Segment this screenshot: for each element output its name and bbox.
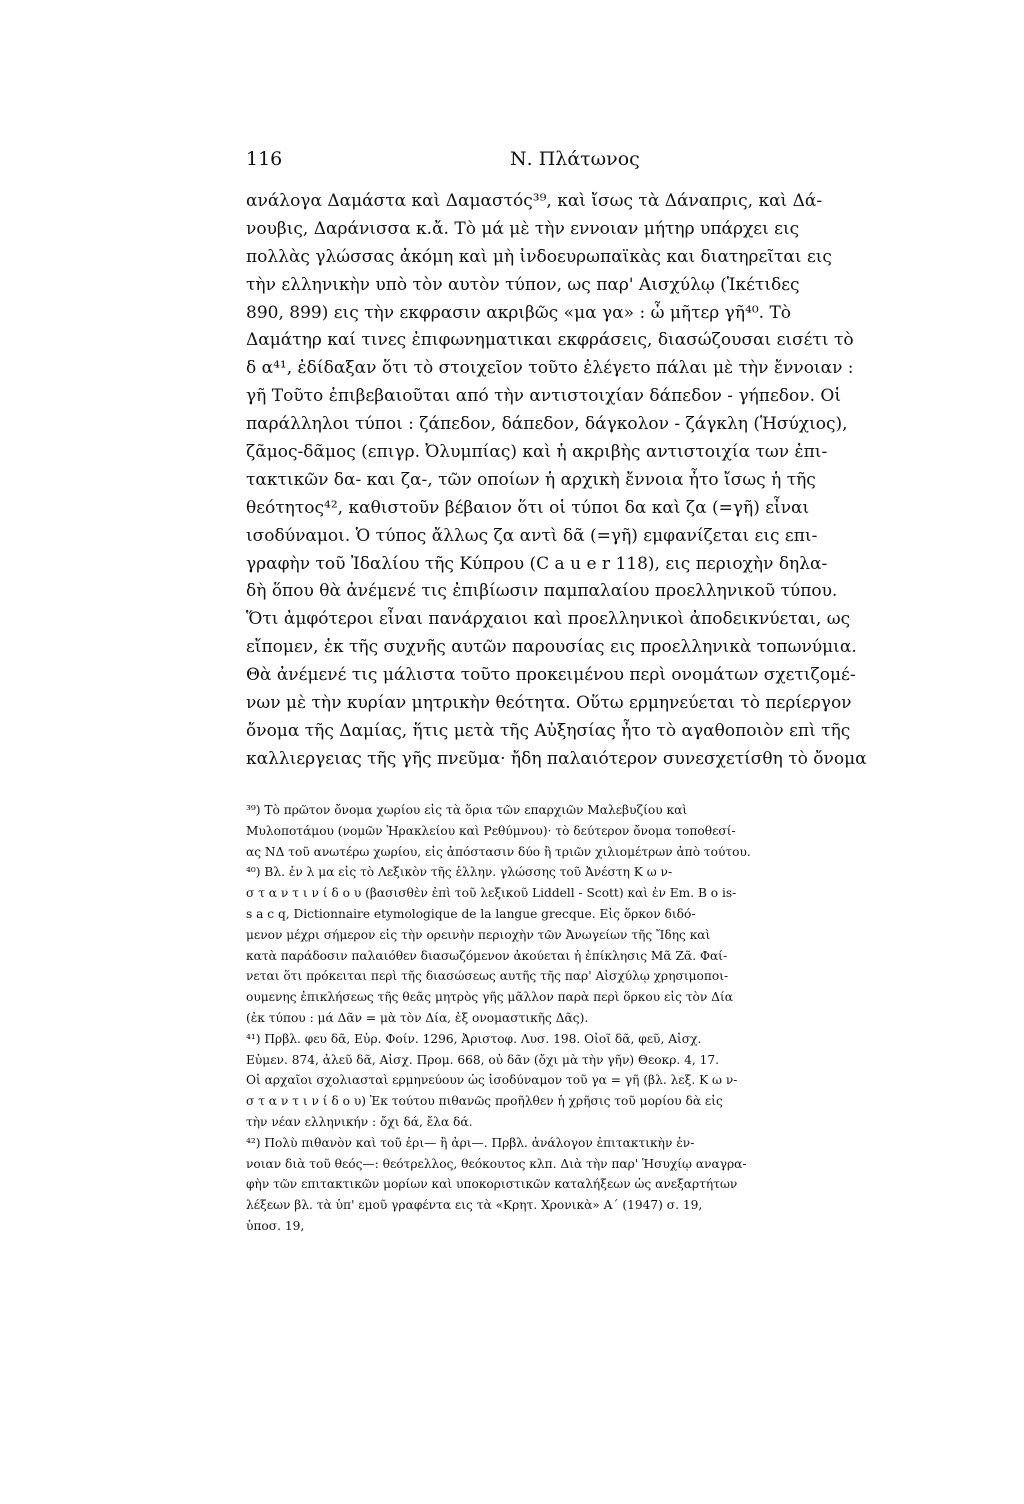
footnote-line: νοιαν διὰ τοῦ θεός—: θεότρελλος, θεόκουτος κλπ. Διὰ τὴν παρ' Ἡσυχίῳ αναγρα- — [246, 1156, 747, 1171]
footnote-line: ³⁹) Τὸ πρῶτον ὄνομα χωρίου εἰς τὰ ὅρια τῶν επαρχιῶν Μαλεβυζίου καὶ — [246, 803, 688, 817]
body-line: Θὰ ἀνέμενέ τις μάλιστα τοῦτο προκειμένου περὶ ονομάτων σχετιζομέ- — [246, 665, 856, 686]
footnote-line: ⁴²) Πολὺ πιθανὸν καὶ τοῦ ἐρι— ἢ ἀρι—. Πρβλ. ἀνάλογον ἐπιτακτικὴν ἐν- — [246, 1135, 695, 1150]
footnote-line: ⁴⁰) Βλ. ἐν λ μα εἰς τὸ Λεξικὸν τῆς ἑλλην. γλώσσης τοῦ Ἀνέστη Κ ω ν- — [246, 865, 673, 880]
body-line: ζᾶμος-δᾶμος (επιγρ. Ὀλυμπίας) καὶ ἡ ακριβὴς αντιστοιχία των ἐπι- — [246, 442, 828, 463]
body-line: τακτικῶν δα- και ζα-, τῶν οποίων ἡ αρχικὴ ἔννοια ἦτο ἴσως ἡ τῆς — [246, 469, 816, 490]
footnote-line: ὑποσ. 19, — [246, 1218, 305, 1233]
body-line: Ὅτι ἀμφότεροι εἶναι πανάρχαιοι καὶ προελληνικοὶ ἀποδεικνύεται, ως — [246, 609, 851, 630]
footnote-line: σ τ α ν τ ι ν ί δ ο υ) Ἐκ τούτου πιθανῶς προῆλθεν ἡ χρῆσις τοῦ μορίου δὰ εἰς — [246, 1094, 723, 1109]
body-line: εἴπομεν, ἐκ τῆς συχνῆς αυτῶν παρουσίας εις προελληνικὰ τοπωνύμια. — [246, 637, 857, 658]
footnotes — [246, 800, 776, 1237]
footnote-line: (ἐκ τύπου : μά Δᾶν = μὰ τὸν Δία, ἐξ ονομαστικῆς Δᾶς). — [246, 1010, 589, 1025]
page-header — [246, 146, 776, 172]
main-text — [246, 188, 867, 774]
body-line: γῆ Τοῦτο ἐπιβεβαιοῦται από τὴν αντιστοιχίαν δάπεδον - γήπεδον. Οἱ — [246, 386, 841, 407]
body-line: τὴν ελληνικὴν υπὸ τὸν αυτὸν τύπον, ως παρ' Αισχύλῳ (Ἱκέτιδες — [246, 274, 800, 295]
body-line: καλλιεργειας τῆς γῆς πνεῦμα· ἤδη παλαιότερον συνεσχετίσθη τὸ ὄνομα — [246, 748, 867, 769]
body-line: πολλὰς γλώσσας ἀκόμη καὶ μὴ ἰνδοευρωπαϊκὰς και διατηρεῖται εις — [246, 246, 832, 267]
body-line: ανάλογα Δαμάστα καὶ Δαμαστός³⁹, καὶ ἴσως τὰ Δάναπρις, καὶ Δά- — [246, 191, 823, 211]
footnote-line: ας ΝΔ τοῦ ανωτέρω χωρίου, εἰς ἀπόστασιν δύο ἢ τριῶν χιλιομέτρων ἀπὸ τούτου. — [246, 844, 751, 859]
body-line: γραφὴν τοῦ Ἰδαλίου τῆς Κύπρου (C a u e r 118), εις περιοχὴν δηλα- — [246, 553, 828, 574]
body-line: 890, 899) εις τὴν εκφρασιν ακριβῶς «μα γα» : ὦ μῆτερ γῆ⁴⁰. Τὸ — [246, 302, 792, 323]
running-head: Ν. Πλάτωνος — [510, 148, 640, 170]
body-line: Δαμάτηρ καί τινες ἐπιφωνηματικαι εκφράσεις, διασώζουσαι εισέτι τὸ — [246, 330, 854, 351]
body-line: παράλληλοι τύποι : ζάπεδον, δάπεδον, δάγκολον - ζάγκλη (Ἡσύχιος), — [246, 414, 848, 435]
body-line: ισοδύναμοι. Ὁ τύπος ἄλλως ζα αντὶ δᾶ (=γῆ) εμφανίζεται εις επι- — [246, 525, 818, 546]
body-line: δ α⁴¹, ἐδίδαξαν ὅτι τὸ στοιχεῖον τοῦτο ἐλέγετο πάλαι μὲ τὴν ἔννοιαν : — [246, 358, 854, 379]
footnote-line: τὴν νέαν ελληνικήν : ὄχι δά, ἔλα δά. — [246, 1114, 473, 1129]
footnote-line: κατὰ παράδοσιν παλαιόθεν διασωζόμενον ἀκούεται ἡ ἐπίκλησις Μᾶ Ζᾶ. Φαί- — [246, 948, 728, 963]
footnote-line: φὴν τῶν επιτακτικῶν μορίων καὶ υποκοριστικῶν καταλήξεων ὡς ανεξαρτήτων — [246, 1177, 738, 1192]
footnote-line: Οἱ αρχαῖοι σχολιασταὶ ερμηνεύουν ὡς ἰσοδύναμον τοῦ γα = γῆ (βλ. λεξ. Κ ω ν- — [246, 1073, 738, 1088]
footnote-line: ουμενης ἐπικλήσεως τῆς θεᾶς μητρὸς γῆς μᾶλλον παρὰ περὶ ὅρκου εἰς τὸν Δία — [246, 990, 733, 1005]
body-line: θεότητος⁴², καθιστοῦν βέβαιον ὅτι οἱ τύποι δα καὶ ζα (=γῆ) εἶναι — [246, 497, 810, 518]
body-line: νουβις, Δαράνισσα κ.ἄ. Τὸ μά μὲ τὴν εννοιαν μήτηρ υπάρχει εις — [246, 218, 800, 239]
footnote-line: λέξεων βλ. τὰ ὑπ' εμοῦ γραφέντα εις τὰ «Κρητ. Χρονικὰ» Α΄ (1947) σ. 19, — [246, 1198, 703, 1213]
footnote-line: μενον μέχρι σήμερον εἰς τὴν ορεινὴν περιοχὴν τῶν Ἀνωγείων τῆς Ἴδης καὶ — [246, 927, 711, 942]
body-line: δὴ ὅπου θὰ ἀνέμενέ τις ἐπιβίωσιν παμπαλαίου προελληνικοῦ τύπου. — [246, 581, 838, 602]
page-number: 116 — [246, 148, 283, 170]
footnote-line: σ τ α ν τ ι ν ί δ ο υ (βασισθὲν ἐπὶ τοῦ λεξικοῦ Liddell - Scott) καὶ ἐν Em. B o is- — [246, 886, 737, 901]
footnote-line: ⁴¹) Πρβλ. φευ δᾶ, Εὐρ. Φοίν. 1296, Ἀριστοφ. Λυσ. 198. Οἰοῖ δᾶ, φεῦ, Αἰσχ. — [246, 1031, 702, 1046]
body-line: ὄνομα τῆς Δαμίας, ἥτις μετὰ τῆς Αὐξησίας ἦτο τὸ αγαθοποιὸν επὶ τῆς — [246, 720, 851, 741]
body-line: νων μὲ τὴν κυρίαν μητρικὴν θεότητα. Οὕτω ερμηνεύεται τὸ περίεργον — [246, 693, 852, 714]
footnote-line: s a c q, Dictionnaire etymologique de la langue grecque. Εἰς ὅρκον διδό- — [246, 906, 696, 921]
footnote-line: Εὐμεν. 874, ἀλεῦ δᾶ, Αἰσχ. Προμ. 668, οὐ δᾶν (ὄχι μὰ τὴν γῆν) Θεοκρ. 4, 17. — [246, 1052, 720, 1067]
footnote-line: νεται ὅτι πρόκειται περὶ τῆς διασώσεως αυτῆς τῆς παρ' Αἰσχύλῳ χρησιμοποι- — [246, 969, 729, 984]
footnote-line: Μυλοποτάμου (νομῶν Ἡρακλείου καὶ Ρεθύμνου)· τὸ δεύτερον ὄνομα τοποθεσί- — [246, 823, 736, 838]
